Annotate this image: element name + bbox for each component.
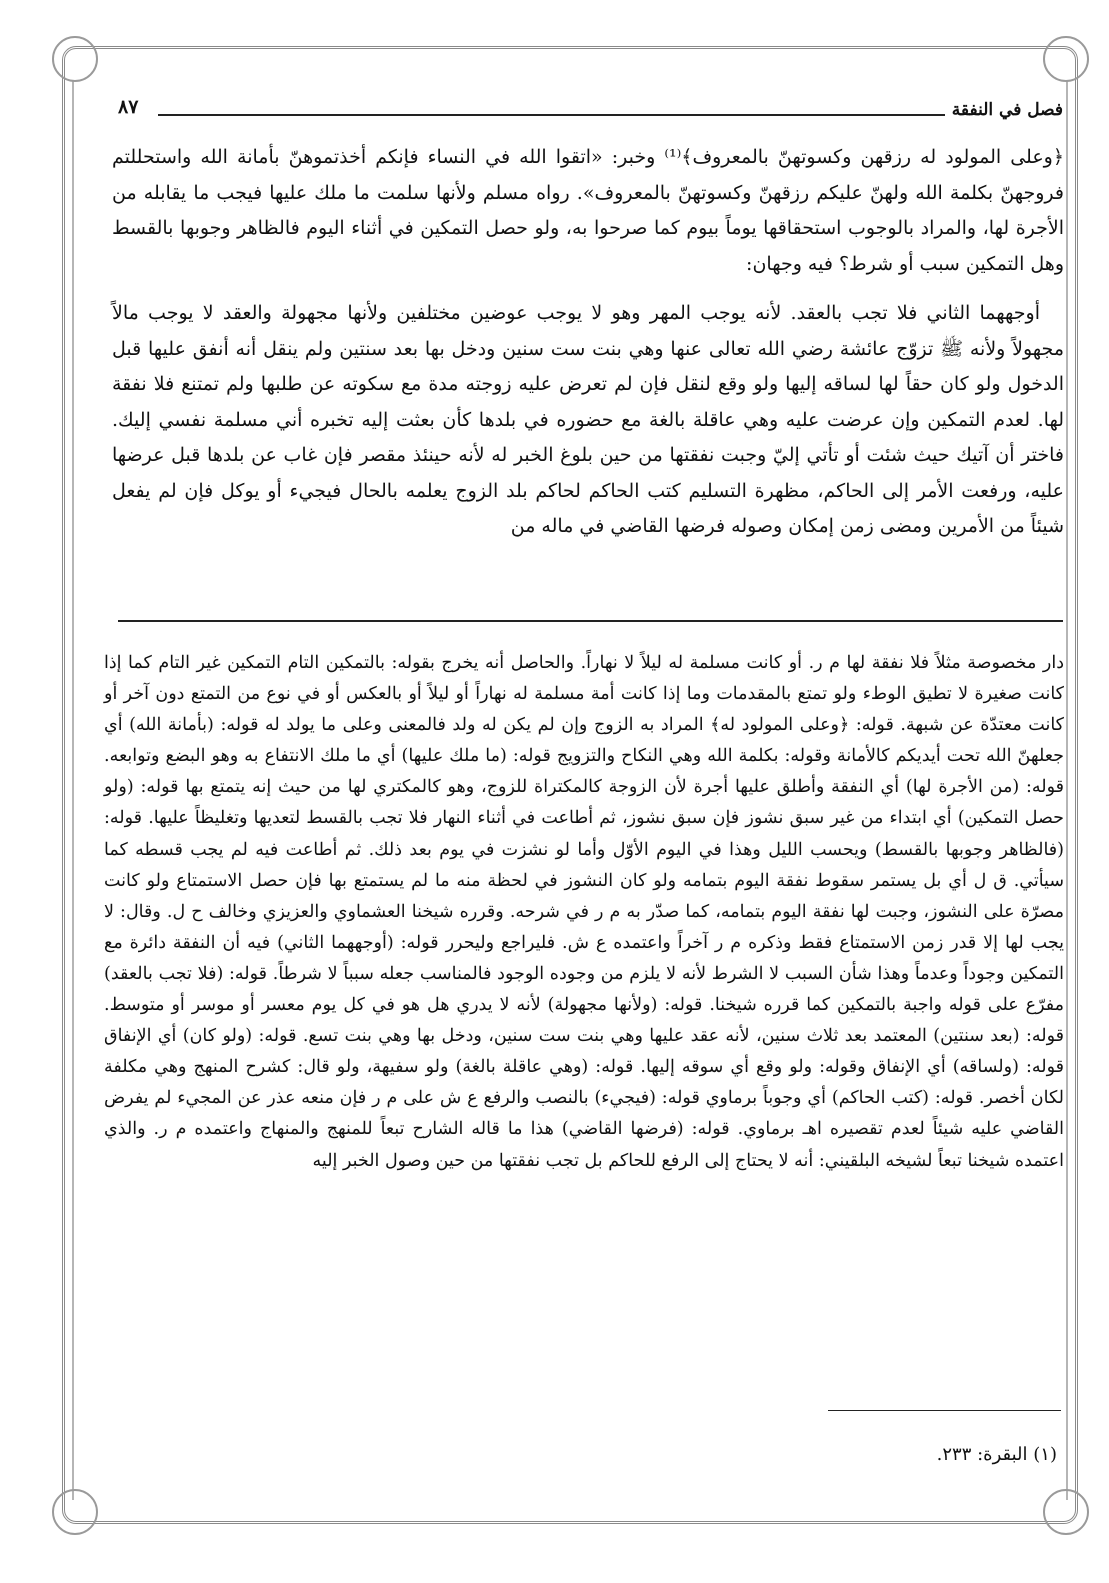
commentary-block	[104, 648, 1064, 1177]
frame-corner-ornament	[52, 1489, 98, 1535]
footnote-divider	[828, 1410, 1061, 1411]
frame-corner-ornament	[1043, 36, 1089, 82]
main-paragraph: ﴿وعلى المولود له رزقهن وكسوتهنّ بالمعروف﴾⁽¹⁾ وخبر: «اتقوا الله في النساء فإنكم أخذتموهنّ بأمانة الله واستحللتم فروجهنّ بكلمة الله ولهنّ عليكم رزقهنّ وكسوتهنّ بالمعروف». رواه مسلم ولأنها سلمت ما ملك عليها فيجب ما يقابله من الأجرة لها، والمراد بالوجوب استحقاقها يوماً بيوم كما صرحوا به، ولو حصل التمكين في أثناء اليوم فالظاهر وجوبها بالقسط وهل التمكين سبب أو شرط؟ فيه وجهان:	[112, 146, 1064, 275]
frame-left-edge	[72, 80, 74, 1500]
page-header	[118, 96, 1063, 126]
commentary-paragraph: دار مخصوصة مثلاً فلا نفقة لها م ر. أو كانت مسلمة له ليلاً لا نهاراً. والحاصل أنه يخرج بقوله: بالتمكين التام التمكين غير التام كما إذا كانت صغيرة لا تطيق الوطء ولو تمتع بالمقدمات وما إذا كانت أمة مسلمة له نهاراً أو ليلاً أو بالعكس أو في نوع من التمتع دون آخر أو كانت معتدّة عن شبهة. قوله: ﴿وعلى المولود له﴾ المراد به الزوج وإن لم يكن له ولد فالمعنى وعلى ما يولد له قوله: (بأمانة الله) أي جعلهنّ الله تحت أيديكم كالأمانة وقوله: بكلمة الله وهي النكاح والتزويج قوله: (ما ملك عليها) أي ما ملك الانتفاع به وهو البضع وتوابعه. قوله: (من الأجرة لها) أي النفقة وأطلق عليها أجرة لأن الزوجة كالمكتراة للزوج، وهو كالمكتري لها من حيث إنه يتمتع بها قوله: (ولو حصل التمكين) أي ابتداء من غير سبق نشوز فإن سبق نشوز، ثم أطاعت في أثناء النهار فلا تجب بالقسط لتعديها وتغليظاً عليها. قوله: (فالظاهر وجوبها بالقسط) ويحسب الليل وهذا في اليوم الأوّل وأما لو نشزت في يوم بعد ذلك. ثم أطاعت فيه لم يجب قسطه كما سيأتي. ق ل أي بل يستمر سقوط نفقة اليوم بتمامه ولو كان النشوز في لحظة منه ما لم يستمتع بها فإن حصل الاستمتاع ولو كانت مصرّة على النشوز، وجبت لها نفقة اليوم بتمامه، كما صدّر به م ر في شرحه. وقرره شيخنا العشماوي والعزيزي وخالف ح ل. وقال: لا يجب لها إلا قدر زمن الاستمتاع فقط وذكره م ر آخراً واعتمده ع ش. فليراجع وليحرر قوله: (أوجههما الثاني) فيه أن النفقة دائرة مع التمكين وجوداً وعدماً وهذا شأن السبب لا الشرط لأنه لا يلزم من وجوده الوجود فالمناسب جعله سبباً لا شرطاً. قوله: (فلا تجب بالعقد) مفرّع على قوله واجبة بالتمكين كما قرره شيخنا. قوله: (ولأنها مجهولة) لأنه لا يدري هل هو في كل يوم معسر أو موسر أو متوسط. قوله: (بعد سنتين) المعتمد بعد ثلاث سنين، لأنه عقد عليها وهي بنت ست سنين، ودخل بها وهي بنت تسع. قوله: (ولو كان) أي الإنفاق قوله: (ولساقه) أي الإنفاق وقوله: ولو وقع أي سوقه إليها. قوله: (وهي عاقلة بالغة) ولو سفيهة، ولو قال: كشرح المنهج وهي مكلفة لكان أخصر. قوله: (كتب الحاكم) أي وجوباً برماوي قوله: (فيجيء) بالنصب والرفع ع ش على م ر فإن منعه عذر عن المجيء لم يفرض القاضي عليه شيئاً لعدم تقصيره اهـ برماوي. قوله: (فرضها القاضي) هذا ما قاله الشارح تبعاً للمنهج والمنهاج واعتمده م ر. والذي اعتمده شيخنا تبعاً لشيخه البلقيني: أنه لا يحتاج إلى الرفع للحاكم بل تجب نفقتها من حين وصول الخبر إليه	[104, 653, 1064, 1171]
page-number: ٨٧	[118, 96, 139, 118]
main-text-divider	[118, 620, 1063, 622]
section-title: فصل في النفقة	[951, 100, 1063, 120]
main-paragraph: أوجههما الثاني فلا تجب بالعقد. لأنه يوجب المهر وهو لا يوجب عوضين مختلفين ولأنها مجهولة والعقد لا يوجب مالاً مجهولاً ولأنه ﷺ تزوّج عائشة رضي الله تعالى عنها وهي بنت ست سنين ودخل بها بعد سنتين ولم ينقل أنه أنفق عليها قبل الدخول ولو كان حقاً لها لساقه إليها ولو وقع لنقل فإن لم تعرض عليه زوجته مدة مع سكوته عن طلبها ولم تمتنع فلا نفقة لها. لعدم التمكين وإن عرضت عليه وهي عاقلة بالغة مع حضوره في بلدها كأن بعثت إليه تخبره أني مسلمة نفسي إليك. فاختر أن آتيك حيث شئت أو تأتي إليّ وجبت نفقتها من حين بلوغ الخبر له لأنه حينئذ مقصر فإن غاب عن بلدها قبل عرضها عليه، ورفعت الأمر إلى الحاكم، مظهرة التسليم كتب الحاكم لحاكم بلد الزوج يعلمه بالحال فيجيء أو يوكل فإن لم يفعل شيئاً من الأمرين ومضى زمن إمكان وصوله فرضها القاضي في ماله من	[112, 302, 1064, 537]
frame-right-edge	[1066, 80, 1068, 1500]
frame-corner-ornament	[1043, 1489, 1089, 1535]
header-rule	[158, 114, 945, 116]
main-text-block	[112, 140, 1064, 545]
frame-corner-ornament	[52, 36, 98, 82]
footnote: (١) البقرة: ٢٣٣.	[936, 1444, 1057, 1465]
